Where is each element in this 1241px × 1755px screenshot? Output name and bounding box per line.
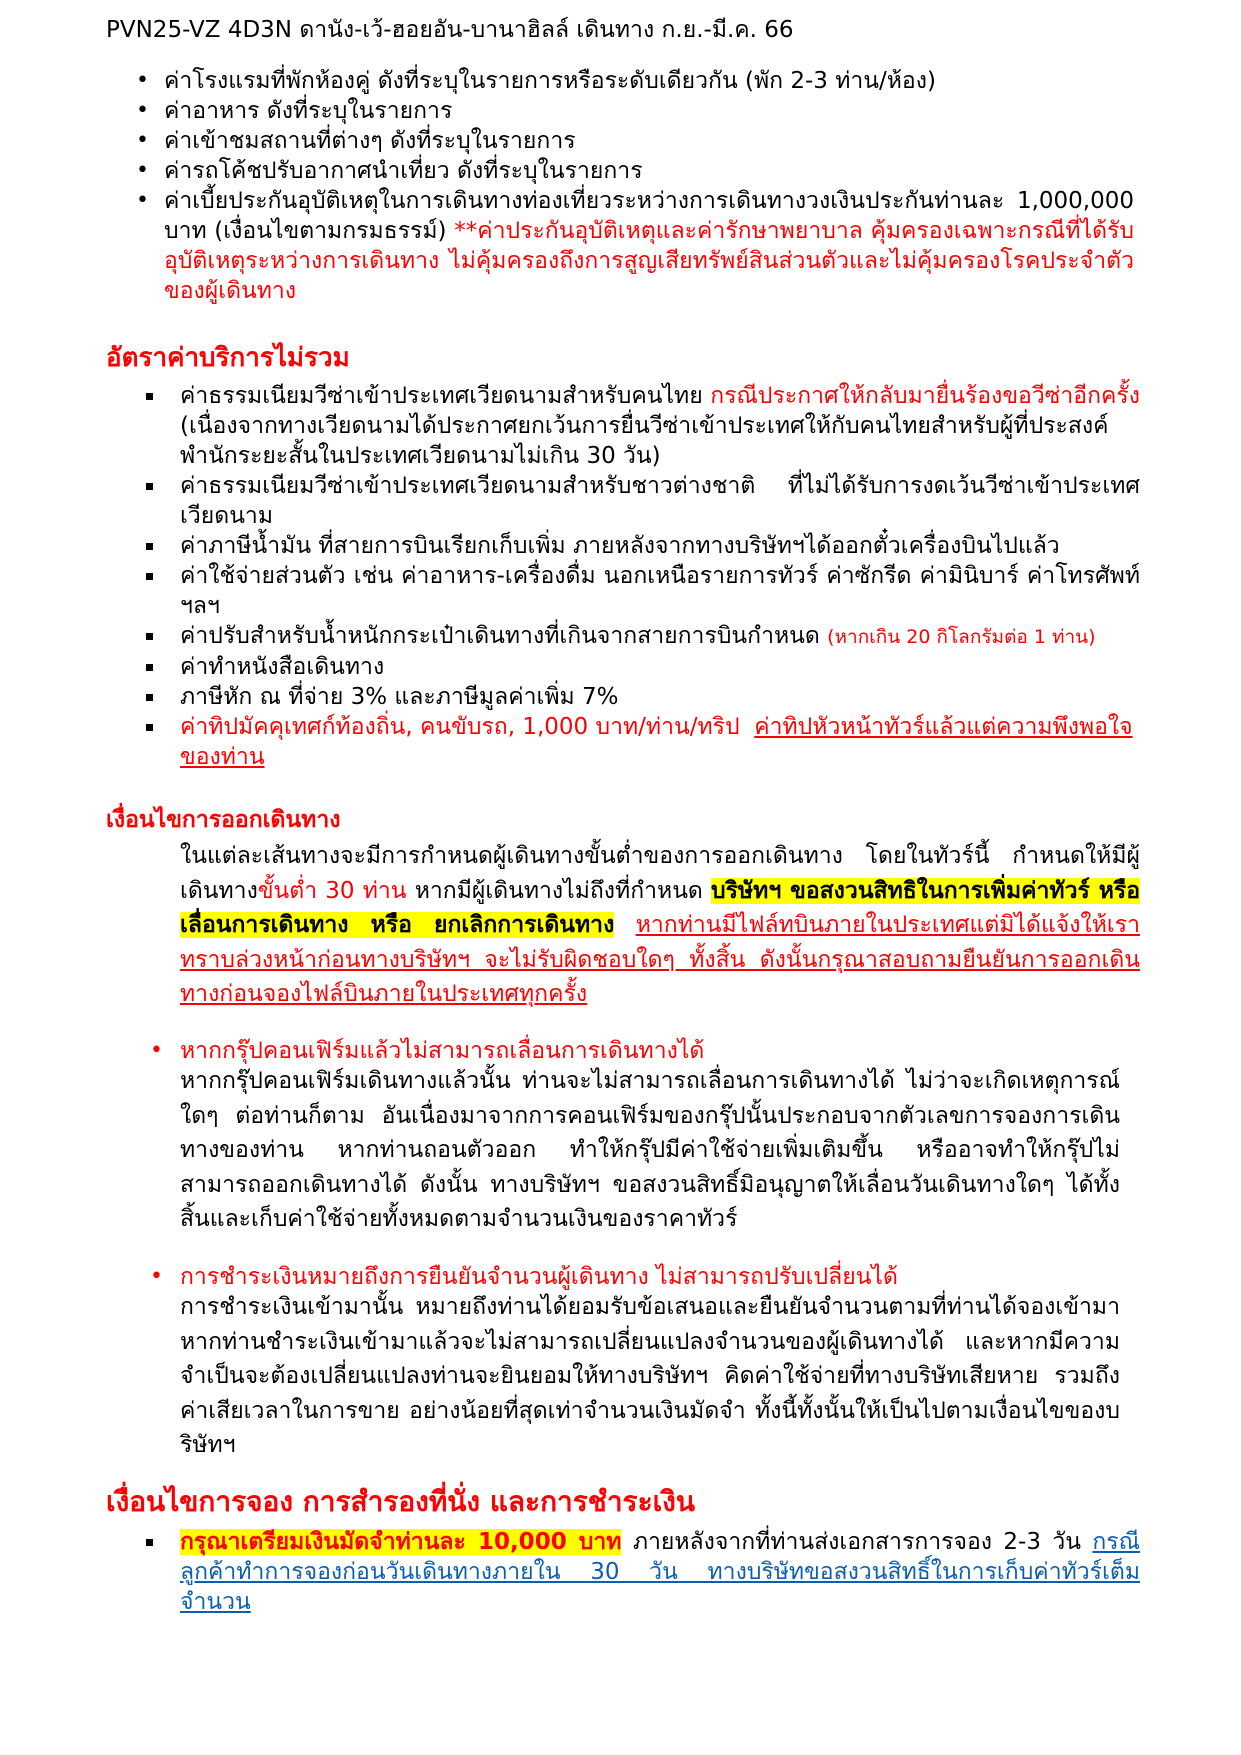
luggage-note: (หากเกิน 20 กิโลกรัมต่อ 1 ท่าน): [827, 626, 1096, 648]
list-item-tax: ภาษีหัก ณ ที่จ่าย 3% และภาษีมูลค่าเพิ่ม 7%: [180, 682, 1140, 712]
deposit-note: กรณีลูกค้าทำการจองก่อนวันเดินทางภายใน 30 วัน ทางบริษัทขอสงวนสิทธิ์ในการเก็บค่าทัวร์เต็มจำนวน: [180, 1529, 1140, 1615]
luggage-text: ค่าปรับสำหรับน้ำหนักกระเป๋าเดินทางที่เกินจากสายการบินกำหนด: [180, 623, 820, 649]
departure-highlight: บริษัทฯ ขอสงวนสิทธิในการเพิ่มค่าทัวร์ หรือ เลื่อนการเดินทาง หรือ ยกเลิกการเดินทาง: [180, 877, 1141, 938]
confirmed-group-body: หากกรุ๊ปคอนเฟิร์มเดินทางแล้วนั้น ท่านจะไม่สามารถเลื่อนการเดินทางได้ ไม่ว่าจะเกิดเหตุการณ์ใดๆ ต่อท่านก็ตาม อันเนื่องมาจากการคอนเฟิร์มของกรุ๊ปนั้นประกอบจากตัวเลขการจองการเดินทางของท่าน หากท่านถอนตัวออก ทำให้กรุ๊ปมีค่าใช้จ่ายเพิ่มเติมขึ้น หรืออาจทำให้กรุ๊ปไม่สามารถออกเดินทางได้ ดังนั้น ทางบริษัทฯ ขอสงวนสิทธิ์มิอนุญาตให้เลื่อนวันเดินทางใดๆ ได้ทั้งสิ้นและเก็บค่าใช้จ่ายทั้งหมดตามจำนวนเงินของราคาทัวร์: [180, 1068, 1120, 1232]
payment-confirm-title: • การชำระเงินหมายถึงการยืนยันจำนวนผู้เดินทาง ไม่สามารถปรับเปลี่ยนได้: [180, 1262, 1140, 1292]
visa-thai-note: กรณีประกาศให้กลับมายื่นร้องขอวีซ่าอีกครั้ง: [710, 383, 1140, 409]
list-item-personal: ค่าใช้จ่ายส่วนตัว เช่น ค่าอาหาร-เครื่องดื่ม นอกเหนือรายการทัวร์ ค่าซักรีด ค่ามินิบาร์ ค่าโทรศัพท์ ฯลฯ: [180, 563, 1140, 619]
departure-text: ในแต่ละเส้นทางจะมีการกำหนดผู้เดินทางขั้นต่ำของการออกเดินทาง โดยในทัวร์นี้ กำหนดให้มีผู้เดินทาง: [180, 843, 1140, 904]
list-item-deposit: [180, 1527, 1140, 1617]
list-item-tips: [180, 712, 1140, 772]
departure-title: เงื่อนไขการออกเดินทาง: [106, 807, 341, 833]
list-item: • ค่าโรงแรมที่พักห้องคู่ ดังที่ระบุในรายการหรือระดับเดียวกัน (พัก 2-3 ท่าน/ห้อง): [164, 66, 1134, 96]
list-item-passport: ค่าทำหนังสือเดินทาง: [180, 652, 1140, 682]
confirmed-group-title: • หากกรุ๊ปคอนเฟิร์มแล้วไม่สามารถเลื่อนการเดินทางได้: [180, 1036, 1140, 1066]
list-item-visa-thai: [180, 381, 1140, 471]
excluded-list: [180, 381, 1140, 772]
included-section: [164, 66, 1134, 306]
visa-thai-reason: (เนื่องจากทางเวียดนามได้ประกาศยกเว้นการยื่นวีซ่าเข้าประเทศให้กับคนไทยสำหรับผู้ที่ประสงค์พำนักระยะสั้นในประเทศเวียดนามไม่เกิน 30 วัน): [180, 413, 1109, 469]
excluded-title: อัตราค่าบริการไม่รวม: [106, 343, 350, 373]
deposit-highlight: กรุณาเตรียมเงินมัดจำท่านละ 10,000 บาท: [180, 1529, 622, 1555]
excluded-section: [180, 381, 1140, 772]
payment-confirm-body: การชำระเงินเข้ามานั้น หมายถึงท่านได้ยอมรับข้อเสนอและยืนยันจำนวนตามที่ท่านได้จองเข้ามา หากท่านชำระเงินเข้ามาแล้วจะไม่สามารถเปลี่ยนแปลงจำนวนของผู้เดินทางได้ และหากมีความจำเป็นจะต้องเปลี่ยนแปลงท่านจะยินยอมให้ทางบริษัทฯ คิดค่าใช้จ่ายที่ทางบริษัทเสียหาย รวมถึงค่าเสียเวลาในการขาย อย่างน้อยที่สุดเท่าจำนวนเงินมัดจำ ทั้งนี้ทั้งนั้นให้เป็นไปตามเงื่อนไขของบริษัทฯ: [180, 1294, 1120, 1458]
departure-warning: หากท่านมีไฟล์ทบินภายในประเทศแต่มิได้แจ้งให้เราทราบล่วงหน้าก่อนทางบริษัทฯ จะไม่รับผิดชอบใดๆ ทั้งสิ้น ดังนั้นกรุณาสอบถามยืนยันการออกเดินทางก่อนจองไฟล์บินภายในประเทศทุกครั้ง: [180, 912, 1140, 1007]
departure-text-2: หากมีผู้เดินทางไม่ถึงที่กำหนด: [414, 877, 703, 904]
insurance-text: ค่าเบี้ยประกันอุบัติเหตุในการเดินทางท่องเที่ยวระหว่างการเดินทางวงเงินประกันท่านละ 1,000,000 บาท (เงื่อนไขตามกรมธรรม์): [164, 188, 1134, 244]
included-list: [164, 66, 1134, 306]
list-item-luggage: [180, 621, 1140, 652]
list-item-insurance: [164, 186, 1134, 306]
insurance-note: **ค่าประกันอุบัติเหตุและค่ารักษาพยาบาล คุ้มครองเฉพาะกรณีที่ได้รับอุบัติเหตุระหว่างการเดินทาง ไม่คุ้มครองถึงการสูญเสียทรัพย์สินส่วนตัวและไม่คุ้มครองโรคประจำตัวของผู้เดินทาง: [164, 218, 1134, 304]
tips-text: ค่าทิปมัคคุเทศก์ท้องถิ่น, คนขับรถ, 1,000 บาท/ท่าน/ทริป: [180, 714, 740, 740]
list-item-fuel: ค่าภาษีน้ำมัน ที่สายการบินเรียกเก็บเพิ่ม ภายหลังจากทางบริษัทฯได้ออกตั๋วเครื่องบินไปแล้ว: [180, 531, 1140, 561]
departure-paragraph: [180, 839, 1140, 1012]
booking-section: [180, 1527, 1140, 1617]
departure-minimum: ขั้นต่ำ 30 ท่าน: [257, 877, 407, 904]
tips-leader-text: ค่าทิปหัวหน้าทัวร์แล้วแต่ความพึงพอใจของท่าน: [180, 714, 1133, 770]
list-item: • ค่ารถโค้ชปรับอากาศนำเที่ยว ดังที่ระบุในรายการ: [164, 156, 1134, 186]
list-item-visa-foreign: ค่าธรรมเนียมวีซ่าเข้าประเทศเวียดนามสำหรับชาวต่างชาติ ที่ไม่ได้รับการงดเว้นวีซ่าเข้าประเทศเวียดนาม: [180, 473, 1140, 529]
booking-title: เงื่อนไขการจอง การสำรองที่นั่ง และการชำระเงิน: [106, 1485, 695, 1518]
list-item: • ค่าเข้าชมสถานที่ต่างๆ ดังที่ระบุในรายการ: [164, 126, 1134, 156]
deposit-text: ภายหลังจากที่ท่านส่งเอกสารการจอง 2-3 วัน: [632, 1529, 1081, 1555]
document-header: PVN25-VZ 4D3N ดานัง-เว้-ฮอยอัน-บานาฮิลล์ เดินทาง ก.ย.-มี.ค. 66: [106, 17, 794, 43]
list-item: • ค่าอาหาร ดังที่ระบุในรายการ: [164, 96, 1134, 126]
visa-thai-text: ค่าธรรมเนียมวีซ่าเข้าประเทศเวียดนามสำหรับคนไทย: [180, 383, 703, 409]
booking-list: [180, 1527, 1140, 1617]
